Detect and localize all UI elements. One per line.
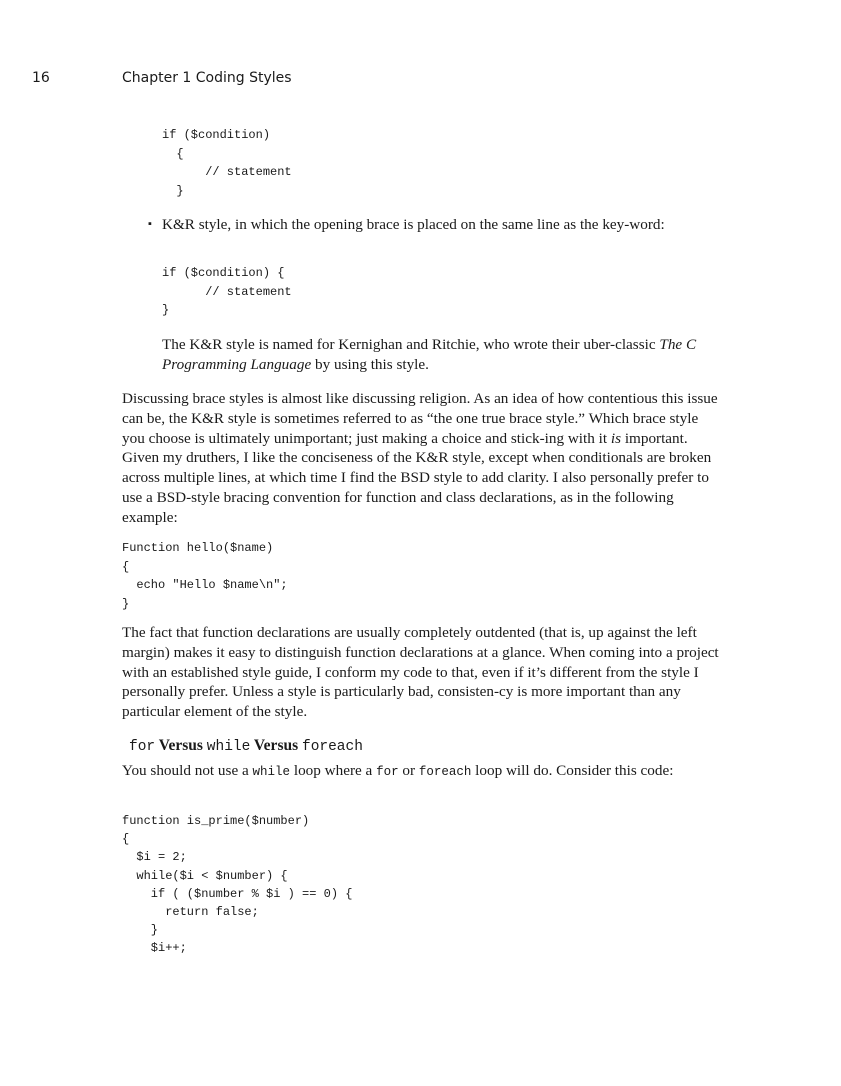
inline-code-foreach: foreach [418, 765, 472, 779]
kr-style-note [162, 335, 722, 375]
page-header [0, 70, 841, 92]
paragraph-text: loop will do. Consider this code: [471, 762, 674, 779]
chapter-title: Chapter 1 Coding Styles [122, 70, 292, 86]
heading-keyword-while: while [206, 739, 251, 755]
paragraph-text: or [398, 762, 419, 779]
paragraph-text: loop where a [290, 762, 377, 779]
inline-code-for: for [376, 765, 399, 779]
paragraph-outdented-declarations: The fact that function declarations are usually completely outdented (that is, up against the left margin) makes it easy to distinguish function declarations at a glance. When coming into a project with an established style guide, I conform my code to that, even if it’s different from the style I personally prefer. Unless a style is particularly bad, consisten-cy is more important than any particular element of the style. [122, 624, 719, 721]
heading-word-versus: Versus [250, 737, 302, 754]
heading-keyword-for: for [129, 739, 156, 755]
code-block-function-hello: Function hello($name) { echo "Hello $name\n"; } [122, 541, 288, 611]
kr-note-text-after: by using this style. [311, 355, 429, 373]
heading-keyword-foreach: foreach [302, 739, 363, 755]
paragraph-brace-styles [122, 389, 722, 528]
heading-word-versus: Versus [155, 737, 207, 754]
paragraph-loop-advice [122, 761, 722, 783]
kr-note-text-before: The K&R style is named for Kernighan and Ritchie, who wrote their uber-classic [162, 336, 660, 353]
section-heading [129, 736, 363, 757]
paragraph-text: important. Given my druthers, I like the conciseness of the K&R style, except when conditionals are broken across multiple lines, at which time I find the BSD style to add clarity. I also personally prefer to use a BSD-style bracing convention for function and class declarations, as in the following example: [122, 429, 712, 526]
code-block-bsd-style: if ($condition) { // statement } [162, 128, 292, 198]
paragraph-text: You should not use a [122, 762, 253, 779]
paragraph-text: Discussing brace styles is almost like discussing religion. As an idea of how contentious this issue can be, the K&R style is sometimes referred to as “the one true brace style.” Which brace style you choose is ultimately unimportant; just making a choice and stick-ing with it [122, 390, 718, 447]
bullet-marker: ▪ [148, 218, 152, 230]
code-block-is-prime: function is_prime($number) { $i = 2; while($i < $number) { if ( ($number % $i ) == 0) { return false; } $i++; [122, 814, 353, 956]
page-number: 16 [32, 70, 50, 86]
emphasis-word: is [610, 429, 622, 447]
inline-code-while: while [252, 765, 291, 779]
code-block-kr-style: if ($condition) { // statement } [162, 266, 292, 317]
book-title: The C Programming Language [162, 336, 697, 373]
bullet-kr-style-text: K&R style, in which the opening brace is placed on the same line as the key-word: [162, 216, 665, 233]
